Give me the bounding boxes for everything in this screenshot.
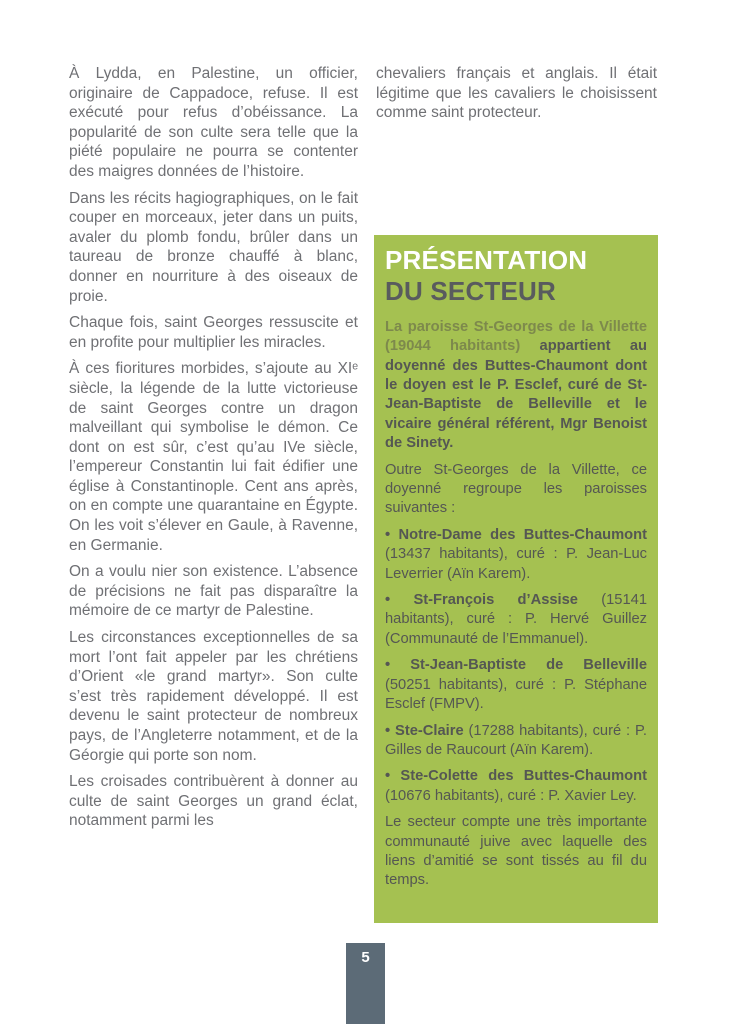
section-title-line2: DU SECTEUR bbox=[385, 275, 557, 306]
parish-name: St-Jean-Baptiste de Belleville bbox=[410, 657, 647, 674]
bullet-icon: • bbox=[385, 592, 391, 609]
parish-details: (17288 habitants), curé : P. Gilles de Raucourt (Aïn Karem). bbox=[385, 722, 647, 758]
paragraph-chevaliers: chevaliers français et anglais. Il était légitime que les cavaliers le choisissent comme saint protecteur. bbox=[376, 65, 657, 122]
paragraph-miracles: Chaque fois, saint Georges ressuscite et en profite pour multiplier les miracles. bbox=[69, 314, 358, 351]
paragraph-lydda: À Lydda, en Palestine, un officier, originaire de Cappadoce, refuse. Il est exécuté pour refus d’obéissance. La popularité de son culte sera telle que la piété populaire ne pourra se contenter des maigres données de l’histoire. bbox=[69, 65, 358, 180]
parish-details: (50251 habitants), curé : P. Stéphane Esclef (FMPV). bbox=[385, 676, 647, 713]
lead-rest: appartient au doyenné des Buttes-Chaumont dont le doyen est le P. Esclef, curé de St-Jean-Baptiste de Belleville et le vicaire général référent, Mgr Benoist de Sinety. bbox=[385, 338, 647, 452]
paragraph-croisades: Les croisades contribuèrent à donner au culte de saint Georges un grand éclat, notamment parmi les bbox=[69, 773, 358, 830]
parish-item bbox=[385, 767, 647, 806]
parish-name: Notre-Dame des Buttes-Chaumont bbox=[398, 526, 647, 543]
parish-item bbox=[385, 591, 647, 649]
paragraph-fioritures: À ces fioritures morbides, s’ajoute au XIᵉ siècle, la légende de la lutte victorieuse de saint Georges contre un dragon malveillant qui symbolise le démon. Ce dont on est sûr, c’est qu’au IVe siècle, l’empereur Constantin lui fait édifier une église à Constantinople. Cent ans après, on en compte une quarantaine en Égypte. On les voit s’élever en Gaule, à Ravenne, en Germanie. bbox=[69, 360, 358, 554]
lead-highlight: La paroisse St-Georges de la Villette (19044 habitants) bbox=[385, 318, 647, 355]
page-number-tab bbox=[346, 943, 385, 1024]
parish-details: (15141 habitants), curé : P. Hervé Guillez (Communauté de l’Emmanuel). bbox=[385, 592, 647, 647]
parish-item bbox=[385, 656, 647, 714]
paragraph-circonstances: Les circonstances exceptionnelles de sa mort l’ont fait appeler par les chrétiens d’Orient «le grand martyr». Son culte s’est très rapidement développé. Il est devenu le saint protecteur de nombreux pays, de l’Angleterre notamment, et de la Géorgie qui porte son nom. bbox=[69, 629, 358, 764]
closing-paragraph: Le secteur compte une très importante communauté juive avec laquelle des liens d’amitié se sont tissés au fil du temps. bbox=[385, 814, 647, 889]
doyenne-intro: Outre St-Georges de la Villette, ce doyenné regroupe les paroisses suivantes : bbox=[385, 461, 647, 517]
parish-item bbox=[385, 526, 647, 584]
paragraph-existence: On a voulu nier son existence. L’absence de précisions ne fait pas disparaître la mémoire de ce martyr de Palestine. bbox=[69, 563, 358, 620]
bullet-icon: • bbox=[385, 722, 391, 739]
parish-name: St-François d’Assise bbox=[413, 592, 578, 609]
parish-details: (10676 habitants), curé : P. Xavier Ley. bbox=[385, 787, 637, 804]
right-column bbox=[376, 64, 657, 923]
bullet-icon: • bbox=[385, 768, 391, 785]
page-number: 5 bbox=[361, 949, 370, 966]
section-title bbox=[385, 245, 647, 307]
section-title-line1: PRÉSENTATION bbox=[385, 244, 588, 275]
presentation-secteur-box bbox=[374, 235, 658, 923]
bullet-icon: • bbox=[385, 526, 391, 543]
left-column bbox=[69, 64, 358, 923]
parish-name: Ste-Claire bbox=[395, 722, 464, 739]
bullet-icon: • bbox=[385, 657, 391, 674]
parish-name: Ste-Colette des Buttes-Chaumont bbox=[400, 768, 647, 785]
paragraph-recits: Dans les récits hagiographiques, on le fait couper en morceaux, jeter dans un puits, avaler du plomb fondu, brûler dans un taureau de bronze chauffé à blanc, donner en nourriture à des oiseaux de proie. bbox=[69, 189, 358, 305]
parish-details: (13437 habitants), curé : P. Jean-Luc Leverrier (Aïn Karem). bbox=[385, 546, 647, 582]
lead-paragraph bbox=[385, 318, 647, 454]
parish-item bbox=[385, 722, 647, 761]
two-column-layout bbox=[69, 64, 657, 923]
